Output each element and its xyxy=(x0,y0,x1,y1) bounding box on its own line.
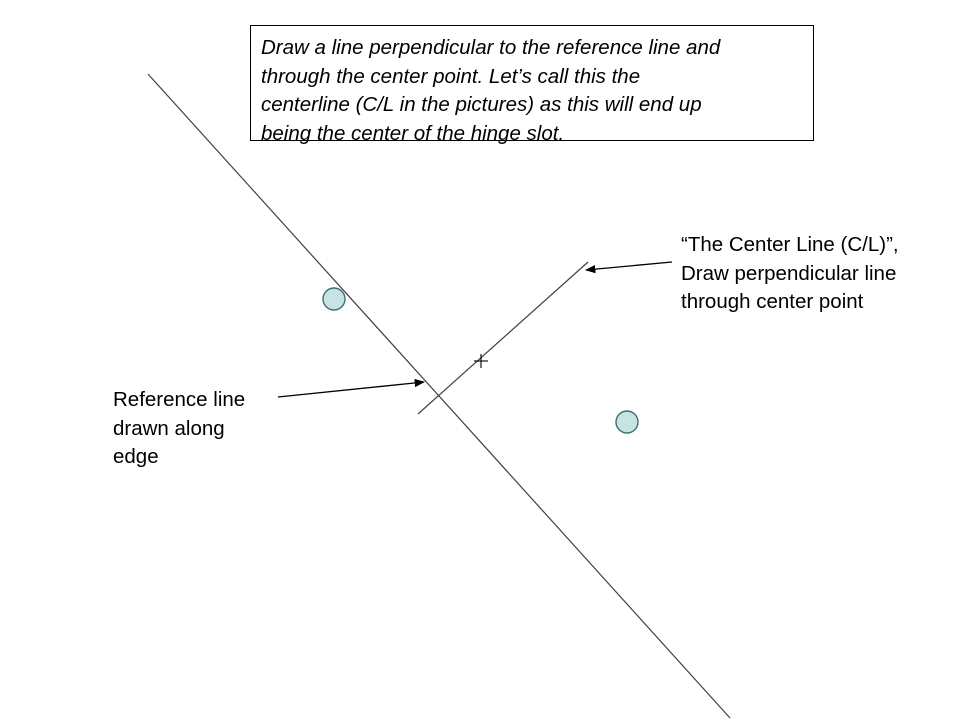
reference-label-line-2: drawn along xyxy=(113,416,225,440)
centerline-label-line-3: through center point xyxy=(681,290,864,313)
instruction-line-2: through the center point. Let’s call this the xyxy=(261,64,641,88)
reference-line-label xyxy=(113,386,245,472)
centerline-label-line-1: “The Center Line (C/L)”, xyxy=(681,233,899,256)
instruction-line-4: being the center of the hinge slot. xyxy=(261,121,565,145)
instruction-line-3: centerline (C/L in the pictures) as this will end up xyxy=(261,93,702,116)
reference-label-line-3: edge xyxy=(113,445,159,468)
centerline-label-line-2: Draw perpendicular line xyxy=(681,261,897,285)
reference-arrow xyxy=(278,382,424,397)
hole-marker-left xyxy=(323,288,345,310)
instruction-line-1: Draw a line perpendicular to the reference line and xyxy=(261,36,721,59)
center-point-icon xyxy=(474,354,488,368)
reference-label-line-1: Reference line xyxy=(113,388,246,411)
center-line xyxy=(418,262,588,414)
centerline-arrow xyxy=(586,262,672,270)
centerline-label xyxy=(681,231,899,317)
hole-marker-right xyxy=(616,411,638,433)
instruction-box xyxy=(250,25,814,145)
